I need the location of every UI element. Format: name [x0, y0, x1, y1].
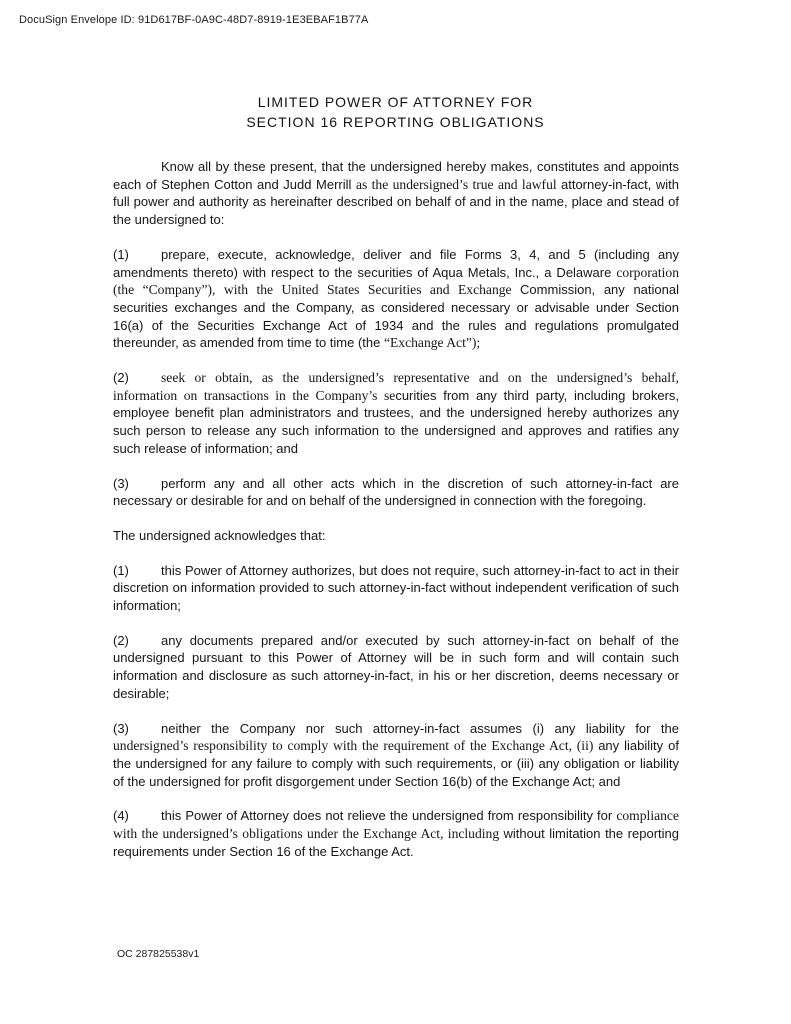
text-segment: perform any and all other acts which in the discretion of such attorney-in-fact are necessary or desirable for and on behalf of the undersigned in connection with the foregoing. — [113, 475, 679, 509]
text-segment: corporation (the “Company”), with the United States Securities and Exchange — [113, 264, 679, 298]
text-segment: Commission, any national securities exchanges and the Company, as considered necessary or advisable under Section 16(a) of the Securities Exchange Act of 1934 and the rules and regulations promulgated thereunder, as amended from time to time (the — [113, 282, 679, 351]
intro-paragraph — [113, 158, 679, 229]
power-item-2 — [113, 369, 679, 458]
document-reference-number: OC 287825538v1 — [117, 948, 200, 960]
item-number: (3) — [113, 475, 129, 491]
ack-item-4 — [113, 807, 679, 860]
text-segment: this Power of Attorney does not relieve the undersigned from responsibility for — [161, 808, 617, 824]
text-segment: any documents prepared and/or executed by such attorney-in-fact on behalf of the undersigned pursuant to this Power of Attorney will be in such form and will contain such information and disclosure as such attorney-in-fact, in his or her discretion, deems necessary or desirable; — [113, 632, 679, 701]
item-number: (4) — [113, 808, 129, 824]
text-segment: undersigned’s responsibility to comply with the requirement of the Exchange Act, (ii) — [113, 738, 599, 754]
item-number: (1) — [113, 246, 129, 262]
ack-item-2 — [113, 632, 679, 703]
text-segment: any liability of the undersigned for any failure to comply with such requirements, or (iii) any obligation or liability of the undersigned for profit disgorgement under Section 16(b) of the Exchange Act; and — [113, 738, 680, 789]
item-number: (3) — [113, 720, 129, 736]
power-item-3 — [113, 475, 679, 510]
text-segment: neither the Company nor such attorney-in-fact assumes (i) any liability for the — [161, 720, 679, 736]
text-segment: “Exchange Act”); — [383, 335, 481, 351]
title-line-1: LIMITED POWER OF ATTORNEY FOR — [257, 94, 534, 110]
power-item-1 — [113, 246, 679, 352]
item-number: (1) — [113, 562, 129, 578]
text-segment: without limitation the reporting requirements under Section 16 of the Exchange Act. — [113, 826, 679, 859]
text-segment: curities from any third party, including brokers, employee benefit plan administrators and trustees, and the undersigned hereby authorizes any such person to release any such information to the undersigned and approves and ratifies any such release of information; and — [113, 387, 680, 456]
text-segment: seek or obtain, as the undersigned’s representative and on the undersigned’s behalf, information on transactions in the Company’s se — [113, 370, 679, 403]
ack-item-1 — [113, 562, 679, 615]
text-segment: Know all by these present, that the undersigned hereby makes, constitutes and appoints each of Stephen Cotton and Judd Merrill — [113, 159, 679, 192]
docusign-envelope-id: DocuSign Envelope ID: 91D617BF-0A9C-48D7-8919-1E3EBAF1B77A — [19, 14, 369, 26]
text-segment: compliance with the undersigned’s obligations under the Exchange Act, including — [113, 808, 679, 842]
document-title — [0, 93, 791, 132]
text-segment: as the undersigned’s true and lawful — [355, 176, 561, 192]
text-segment: prepare, execute, acknowledge, deliver and file Forms 3, 4, and 5 (including any amendments thereto) with respect to the securities of Aqua Metals, Inc., a Delaware — [113, 246, 679, 280]
item-number: (2) — [113, 632, 129, 648]
item-number: (2) — [113, 370, 129, 386]
title-line-2: SECTION 16 REPORTING OBLIGATIONS — [246, 113, 545, 130]
acknowledgment-lead: The undersigned acknowledges that: — [113, 527, 326, 543]
text-segment: attorney-in-fact, with full power and authority as hereinafter described on behalf of and in the name, place and stead of the undersigned to: — [113, 176, 679, 228]
ack-item-3 — [113, 720, 679, 791]
text-segment: this Power of Attorney authorizes, but does not require, such attorney-in-fact to act in their discretion on information provided to such attorney-in-fact without independent verification of such information; — [113, 562, 679, 614]
document-body — [113, 158, 679, 878]
